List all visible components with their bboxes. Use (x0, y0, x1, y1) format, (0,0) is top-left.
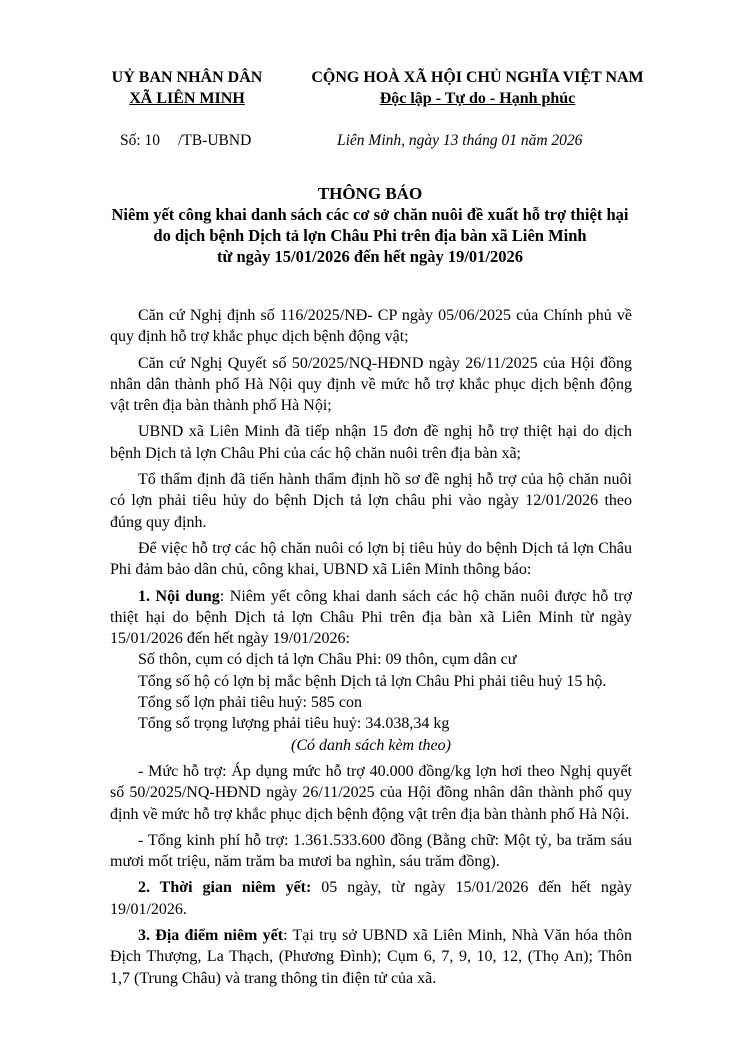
title-line-3: từ ngày 15/01/2026 đến hết ngày 19/01/2026 (216, 247, 523, 266)
document-number-suffix: /TB-UBND (178, 132, 252, 149)
authority-line-1: UỶ BAN NHÂN DÂN (111, 69, 263, 86)
document-number-label: Số: 10 (120, 132, 161, 149)
document-number (120, 132, 251, 150)
authority-line-2: XÃ LIÊN MINH (129, 90, 245, 107)
section-1-heading: 1. Nội dung (138, 587, 220, 605)
nation-name: CỘNG HOÀ XÃ HỘI CHỦ NGHĨA VIỆT NAM (311, 69, 644, 86)
legal-basis-2: Căn cứ Nghị Quyết số 50/2025/NQ-HĐND ngày 26/11/2025 của Hội đồng nhân dân thành phố Hà Nội quy định về mức hỗ trợ khắc phục dịch bệnh động vật trên địa bàn thành phố Hà Nội; (110, 354, 632, 415)
document-body (110, 305, 632, 994)
section-3-heading: 3. Địa điểm niêm yết (138, 927, 284, 945)
support-total: - Tổng kinh phí hỗ trợ: 1.361.533.600 đồng (Bằng chữ: Một tỷ, ba trăm sáu mươi mốt triệu, năm trăm ba mươi ba nghìn, sáu trăm đồng). (110, 831, 632, 871)
section-duration (110, 877, 632, 920)
national-motto (285, 67, 670, 109)
section-2-heading: 2. Thời gian niêm yết: (138, 879, 312, 897)
legal-basis-1: Căn cứ Nghị định số 116/2025/NĐ- CP ngày 05/06/2025 của Chính phủ về quy định hỗ trợ khắc phục dịch bệnh động vật; (110, 307, 632, 346)
stat-villages: Số thôn, cụm có dịch tả lợn Châu Phi: 09 thôn, cụm dân cư (138, 651, 517, 669)
stat-pigs: Tổng số lợn phải tiêu huỷ: 585 con (138, 694, 362, 712)
issuing-authority (92, 67, 282, 109)
place-date: Liên Minh, ngày 13 tháng 01 năm 2026 (337, 132, 583, 149)
support-rate: - Mức hỗ trợ: Áp dụng mức hỗ trợ 40.000 đồng/kg lợn hơi theo Nghị quyết số 50/2025/NQ-HĐND ngày 26/11/2025 của Hội đồng nhân dân thành phố quy định về mức hỗ trợ khắc phục dịch bệnh động vật trên địa bàn thành phố Hà Nội. (110, 762, 632, 823)
stat-households: Tổng số hộ có lợn bị mắc bệnh Dịch tả lợn Châu Phi phải tiêu huỷ 15 hộ. (138, 672, 607, 690)
document-title-block (60, 183, 680, 267)
motto: Độc lập - Tự do - Hạnh phúc (379, 90, 576, 107)
title-line-1: Niêm yết công khai danh sách các cơ sở chăn nuôi đề xuất hỗ trợ thiệt hại (111, 205, 629, 224)
stat-weight: Tổng số trọng lượng phải tiêu huỷ: 34.038,34 kg (138, 715, 450, 733)
title-line-2: do dịch bệnh Dịch tả lợn Châu Phi trên địa bàn xã Liên Minh (153, 226, 587, 245)
appraisal-paragraph: Tổ thẩm định đã tiến hành thẩm định hồ sơ đề nghị hỗ trợ của hộ chăn nuôi có lợn phải tiêu hủy do bệnh Dịch tả lợn châu phi vào ngày 12/01/2026 theo đúng quy định. (110, 471, 632, 531)
section-1-text: : Niêm yết công khai danh sách các hộ chăn nuôi được hỗ trợ thiệt hại do bệnh Dịch tả lợn Châu Phi trên địa bàn xã Liên Minh từ ngày 15/01/2026 đến hết ngày 19/01/2026: (110, 587, 633, 648)
section-2-text: 05 ngày, từ ngày 15/01/2026 đến hết ngày 19/01/2026. (110, 879, 633, 918)
section-location (110, 925, 632, 989)
intake-paragraph: UBND xã Liên Minh đã tiếp nhận 15 đơn đề nghị hỗ trợ thiệt hại do dịch bệnh Dịch tả lợn Châu Phi của các hộ chăn nuôi trên địa bàn xã; (110, 423, 632, 462)
announcement-intro: Để việc hỗ trợ các hộ chăn nuôi có lợn bị tiêu hủy do bệnh Dịch tả lợn Châu Phi đảm bảo dân chủ, công khai, UBND xã Liên Minh thông báo: (110, 539, 632, 579)
attached-list-note: (Có danh sách kèm theo) (291, 736, 451, 754)
document-title: THÔNG BÁO (317, 184, 423, 203)
section-content (110, 586, 632, 650)
section-3-text: : Tại trụ sở UBND xã Liên Minh, Nhà Văn hóa thôn Địch Thượng, La Thạch, (Phương Đình); Cụm 6, 7, 9, 10, 12, (Thọ An); Thôn 1,7 (Trung Châu) và trang thông tin điện tử của xã. (110, 927, 633, 987)
